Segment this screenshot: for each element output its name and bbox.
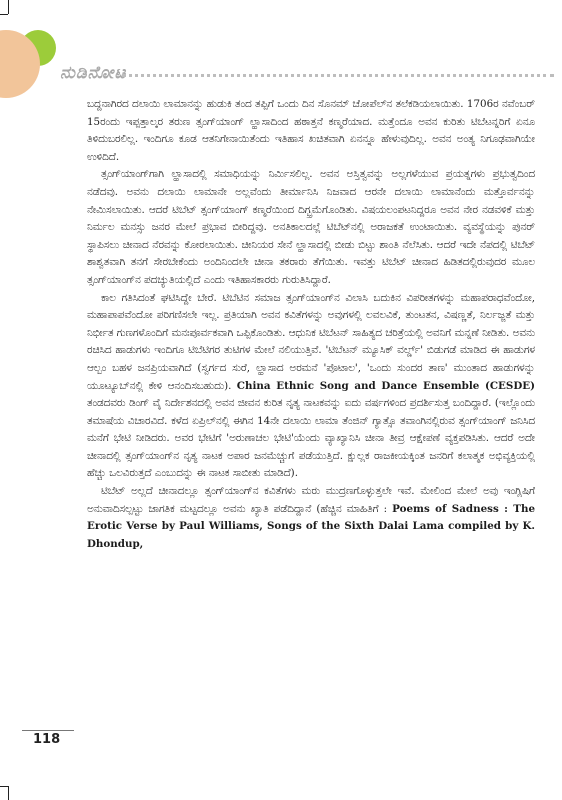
paragraph-text: ತ್ಸಂಗ್‌ಯಾಂಗ್‌ಗಾಗಿ ಲ್ಹಾಸಾದಲ್ಲಿ ಸಮಾಧಿಯನ್ನು ನಿರ್ಮಿಸಲಿಲ್ಲ. ಅವನ ಅಸ್ತಿತ್ವವನ್ನು ಅಲ್ಲಗಳೆಯುವ ಪ್ರಯತ್ನಗಳು ಪ್ರಭುತ್ವದಿಂದ ನಡೆದವು. ಅವನು ದಲಾಯಿ ಲಾಮಾನೇ ಅಲ್ಲವೆಂದು ತೀರ್ಮಾನಿಸಿ ನಿಜವಾದ ಆರನೇ ದಲಾಯಿ ಲಾಮಾನೆಂದು ಮತ್ತೊರ್ವನನ್ನು ನೇಮಿಸಲಾಯಿತು. ಆದರೆ ಟಿಬೆಟ್ ತ್ಸಂಗ್‌ಯಾಂಗ್ ಕಣ್ಮರೆಯಿಂದ ದಿಗ್ಭ್ರಮೆಗೊಂಡಿತು. ವಿಷಯಲಂಪಟನಿದ್ದರೂ ಅವನ ನೇರ ನಡವಳಿಕೆ ಮತ್ತು ನಿರ್ಮಲ ಮನಸ್ಸು ಜನರ ಮೇಲೆ ಪ್ರಭಾವ ಬೀರಿದ್ದವು. ಅನತಿಕಾಲದಲ್ಲೆ ಟಿಬೆಟ್‌ನಲ್ಲಿ ಅರಾಜಕತೆ ಉಂಟಾಯಿತು. ವ್ಯವಸ್ಥೆಯನ್ನು ಪುನರ್ ಸ್ಥಾಪಿಸಲು ಚೀನಾದ ನೆರವನ್ನು ಕೋರಲಾಯಿತು. ಚೀನಿಯರ ಸೇನೆ ಲ್ಹಾಸಾದಲ್ಲಿ ಬೀಡು ಬಿಟ್ಟು ಶಾಂತಿ ನೆಲೆಸಿತು. ಆದರೆ ಇದೇ ನೆಪದಲ್ಲಿ ಟಿಬೆಟ್ ಶಾಶ್ವತವಾಗಿ ತನಗೆ ಸೇರಬೇಕೆಂದು ಅಂದಿನಿಂದಲೇ ಚೀನಾ ತಕರಾರು ತೆಗೆಯಿತು. ಇವತ್ತು ಟಿಬೆಟ್ ಚೀನಾದ ಹಿಡಿತದಲ್ಲಿರುವುದರ ಮೂಲ ತ್ಸಂಗ್‌ಯಾಂಗ್‌ನ ಪದಚ್ಯುತಿಯಲ್ಲಿದೆ ಎಂದು ಇತಿಹಾಸಕಾರರು ಗುರುತಿಸಿದ್ದಾರೆ. — [87, 168, 535, 286]
paragraph-text: ಕಾಲ ಗತಿಸಿದಂತೆ ಘಟಿಸಿದ್ದೇ ಬೇರೆ. ಟಿಬೆಟಿನ ಸಮಾಜ ತ್ಸಂಗ್‌ಯಾಂಗ್‌ನ ವಿಲಾಸಿ ಬದುಕಿನ ವಿಪರೀತಗಳನ್ನು ಮಹಾಪರಾಧವೆಂದೋ, ಮಹಾಪಾಪವೆಂದೋ ಪರಿಗಣಿಸಲೇ ಇಲ್ಲ. ಪ್ರತಿಯಾಗಿ ಅವನ ಕವಿತೆಗಳನ್ನು ಅವುಗಳಲ್ಲಿ ಲವಲವಿಕೆ, ತುಂಟತನ, ವಿಷಣ್ಣತೆ, ನಿರ್ಲಜ್ಜತೆ ಮತ್ತು ನಿರ್ಭೀತ ಗುಣಗಳೊಂದಿಗೆ ಮನಃಪೂರ್ವಕವಾಗಿ ಒಪ್ಪಿಕೊಂಡಿತು. ಆಧುನಿಕ ಟಿಬೆಟನ್ ಸಾಹಿತ್ಯದ ಚರಿತ್ರೆಯಲ್ಲಿ ಅವನಿಗೆ ಮನ್ನಣೆ ನೀಡಿತು. ಅವನು ರಚಿಸಿದ ಹಾಡುಗಳು ಇಂದಿಗೂ ಟಿಬೆಟಿಗರ ತುಟಿಗಳ ಮೇಲೆ ನಲಿಯುತ್ತಿವೆ. 'ಟಿಬೆಟನ್ ಮ್ಯೂಸಿಕ್ ವರ್ಲ್ಡ್' ಬಿಡುಗಡೆ ಮಾಡಿದ ಈ ಹಾಡುಗಳ ಆಲ್ಬಂ ಬಹಳ ಜನಪ್ರಿಯವಾಗಿದೆ (ಸ್ವರ್ಗದ ಸುರೆ, ಲ್ಹಾಸಾದ ಅರಮನೆ 'ಪೊಟಾಲ', 'ಒಂದು ಸುಂದರ ತಾಣ' ಮುಂತಾದ ಹಾಡುಗಳನ್ನು ಯೂಟ್ಯೂಬ್‌ನಲ್ಲಿ ಕೇಳಿ ಆನಂದಿಸಬಹುದು). — [87, 291, 535, 392]
paragraph-2 — [87, 166, 535, 289]
header-dotted-rule — [122, 74, 554, 77]
header-decoration — [0, 0, 70, 110]
page-number: 118 — [33, 732, 61, 747]
paragraph-3 — [87, 290, 535, 484]
page-number-rule — [22, 730, 74, 731]
paragraph-1 — [87, 96, 535, 166]
crop-mark-bottom-vertical — [8, 786, 9, 800]
paragraph-bold-reference: China Ethnic Song and Dance Ensemble (CESDE) — [236, 379, 535, 392]
paragraph-4 — [87, 483, 535, 553]
paragraph-text: ಬದ್ದನಾಗಿರದ ದಲಾಯಿ ಲಾಮಾನನ್ನು ಹುಡುಕಿ ತಂದ ತಪ್ಪಿಗೆ ಒಂದು ದಿನ ಸೊನಮ್ ಚೋಪೆಲ್‌ನ ತಲೆಕಡಿಯಲಾಯಿತು. 1706ರ ನವೆಂಬರ್ 15ರಂದು ಇಪ್ಪತ್ತಾಲ್ಕರ ತರುಣ ತ್ಸಂಗ್‌ಯಾಂಗ್ ಲ್ಹಾಸಾದಿಂದ ಹಠಾತ್ತನೆ ಕಣ್ಮರೆಯಾದ. ಮತ್ತೆಂದೂ ಅವನ ಕುರಿತು ಟಿಬೆಟನ್ನರಿಗೆ ಏನೂ ತಿಳಿದುಬರಲಿಲ್ಲ. ಇಂದಿಗೂ ಕೂಡ ಆತನಿಗೇನಾಯಿತೆಂದು ಇತಿಹಾಸ ಖಚಿತವಾಗಿ ಏನನ್ನೂ ಹೇಳುವುದಿಲ್ಲ. ಅವನ ಅಂತ್ಯ ನಿಗೂಢವಾಗಿಯೇ ಉಳಿದಿದೆ. — [87, 98, 535, 163]
paragraph-text-continued: ತಂಡದವರು ಡಿಂಗ್ ವೈ ನಿರ್ದೇಶನದಲ್ಲಿ ಅವನ ಜೀವನ ಕುರಿತ ನೃತ್ಯ ನಾಟಕವನ್ನು ಐದು ವರ್ಷಗಳಿಂದ ಪ್ರದರ್ಶಿಸುತ್ತ ಬಂದಿದ್ದಾರೆ. (ಇಲ್ಲೊಂದು ತಮಾಷೆಯ ವಿಚಾರವಿದೆ. ಕಳೆದ ಏಪ್ರಿಲ್‌ನಲ್ಲಿ ಈಗಿನ 14ನೇ ದಲಾಯಿ ಲಾಮಾ ತೆಂಜಿನ್ ಗ್ಯಾತ್ಸೊ ತವಾಂಗಿನಲ್ಲಿರುವ ತ್ಸಂಗ್‌ಯಾಂಗ್ ಜನಿಸಿದ ಮನೆಗೆ ಭೇಟಿ ನೀಡಿದರು. ಅವರ ಭೇಟಿಗೆ 'ಅರುಣಾಚಲ ಭೇಟಿ'ಯೆಂದು ವ್ಯಾಖ್ಯಾನಿಸಿ ಚೀನಾ ತೀವ್ರ ಆಕ್ಷೇಪಣೆ ವ್ಯಕ್ತಪಡಿಸಿತು. ಆದರೆ ಅದೇ ಚೀನಾದಲ್ಲಿ ತ್ಸಂಗ್‌ಯಾಂಗ್‌ನ ನೃತ್ಯ ನಾಟಕ ಅಪಾರ ಜನಮೆಚ್ಚುಗೆ ಪಡೆಯುತ್ತಿದೆ. ಕ್ಷುಲ್ಲಕ ರಾಜಕೀಯಕ್ಕಿಂತ ಜನರಿಗೆ ಕಲಾತ್ಮಕ ಅಭಿವ್ಯಕ್ತಿಯಲ್ಲಿ ಹೆಚ್ಚು ಒಲವಿರುತ್ತದೆ ಎಂಬುದನ್ನು ಈ ನಾಟಕ ಸಾಬೀತು ಮಾಡಿದೆ). — [87, 397, 535, 480]
crop-mark-bottom-horizontal — [0, 786, 8, 787]
paragraph-text: ಟಿಬೆಟ್ ಅಲ್ಲದೆ ಚೀನಾದಲ್ಲೂ ತ್ಸಂಗ್‌ಯಾಂಗ್‌ನ ಕವಿತೆಗಳು ಮರು ಮುದ್ರಣಗೊಳ್ಳುತ್ತಲೇ ಇವೆ. ಮೇಲಿಂದ ಮೇಲೆ ಅವು ಇಂಗ್ಲಿಷಿಗೆ ಅನುವಾದಿಸಲ್ಪಟ್ಟು ಜಾಗತಿಕ ಮಟ್ಟದಲ್ಲೂ ಅವನು ಖ್ಯಾತಿ ಪಡೆದಿದ್ದಾನೆ (ಹೆಚ್ಚಿನ ಮಾಹಿತಿಗೆ : — [87, 485, 535, 515]
section-title: ನುಡಿನೋಟ — [60, 63, 127, 83]
article-body — [87, 96, 535, 553]
paragraph-bold-reference: Poems of Sadness : The Erotic Verse by Paul Williams, Songs of the Sixth Dalai Lama compiled by K. Dhondup, — [87, 502, 535, 550]
